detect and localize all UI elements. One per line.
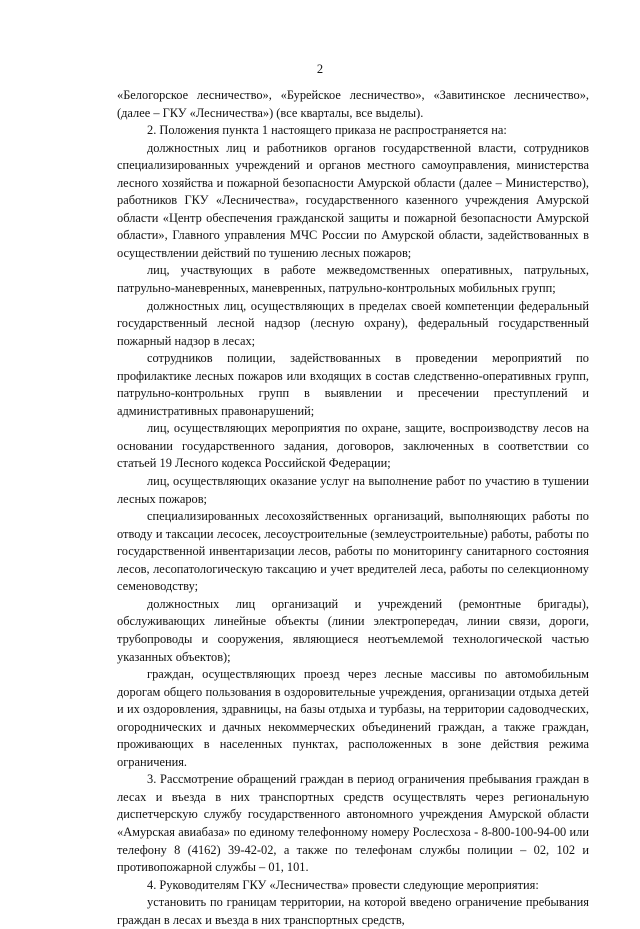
- paragraph-section-2: 2. Положения пункта 1 настоящего приказа не распространяется на:: [147, 123, 507, 138]
- paragraph-section-4: 4. Руководителям ГКУ «Лесничества» провести следующие мероприятия:: [147, 877, 539, 892]
- paragraph-exemption-repair-crews: должностных лиц организаций и учреждений (ремонтные бригады), обслуживающих линейные объекты (линии электропередач, линии связи, дороги, трубопроводы и сооружения, являющиеся неотъемлемой технологической частью указанных объектов);: [117, 596, 589, 664]
- paragraph-exemption-protection: лиц, осуществляющих мероприятия по охране, защите, воспроизводству лесов на основании государственного задания, договоров, заключенных в соответствии со статьей 19 Лесного кодекса Российской Федерации;: [117, 421, 589, 471]
- paragraph-exemption-citizens: граждан, осуществляющих проезд через лесные массивы по автомобильным дорогам общего пользования в оздоровительные учреждения, организации отдыха детей и их оздоровления, здравницы, на базы отдыха и турбазы, на территории садоводческих, огороднических и дачных некоммерческих объединений граждан, а также граждан, проживающих в населенных пунктах, расположенных в зоне действия режима ограничения.: [117, 667, 589, 769]
- paragraph-section-3: 3. Рассмотрение обращений граждан в период ограничения пребывания граждан в лесах и въезда в них транспортных средств осуществлять через региональную диспетчерскую службу государственного автономного учреждения Амурской области «Амурская авиабаза» по единому телефонному номеру Рослесхоза - 8-800-100-94-00 или телефону 8 (4162) 39-42-02, а также по телефонам службы полиции – 02, 102 и противопожарной службы – 01, 101.: [117, 772, 589, 875]
- paragraph-exemption-officials: должностных лиц и работников органов государственной власти, сотрудников специализированных учреждений и органов местного самоуправления, министерства лесного хозяйства и пожарной безопасности Амурской области (далее – Министерство), работников ГКУ «Лесничества», государственного казенного учреждения Амурской области «Центр обеспечения гражданской защиты и пожарной безопасности Амурской области», Главного управления МЧС России по Амурской области, задействованных в осуществлении действий по тушению лесных пожаров;: [117, 140, 589, 260]
- page-number: 2: [316, 62, 324, 76]
- document-body: [117, 87, 589, 929]
- paragraph-exemption-firefighting-services: лиц, осуществляющих оказание услуг на выполнение работ по участию в тушении лесных пожаров;: [117, 474, 589, 506]
- paragraph-exemption-supervision: должностных лиц, осуществляющих в пределах своей компетенции федеральный государственный лесной надзор (лесную охрану), федеральный государственный пожарный надзор в лесах;: [117, 298, 589, 348]
- paragraph-exemption-forestry-organizations: специализированных лесохозяйственных организаций, выполняющих работы по отводу и таксации лесосек, лесоустроительные (землеустроительные) работы, работы по государственной инвентаризации лесов, работы по мониторингу санитарного состояния лесов, лесопатологическую таксацию и учет вредителей леса, работы по селекционному семеноводству;: [117, 509, 589, 594]
- paragraph-exemption-police: сотрудников полиции, задействованных в проведении мероприятий по профилактике лесных пожаров или входящих в состав следственно-оперативных групп, патрульно-контрольных групп в выявлении и пресечении преступлений и административных правонарушений;: [117, 351, 589, 418]
- paragraph-intro: «Белогорское лесничество», «Бурейское лесничество», «Завитинское лесничество», (далее – ГКУ «Лесничества») (все кварталы, все выделы).: [117, 88, 589, 120]
- paragraph-section-4-action: установить по границам территории, на которой введено ограничение пребывания граждан в лесах и въезда в них транспортных средств,: [117, 895, 589, 927]
- paragraph-exemption-groups: лиц, участвующих в работе межведомственных оперативных, патрульных, патрульно-маневренных, маневренных, патрульно-контрольных мобильных групп;: [117, 263, 589, 296]
